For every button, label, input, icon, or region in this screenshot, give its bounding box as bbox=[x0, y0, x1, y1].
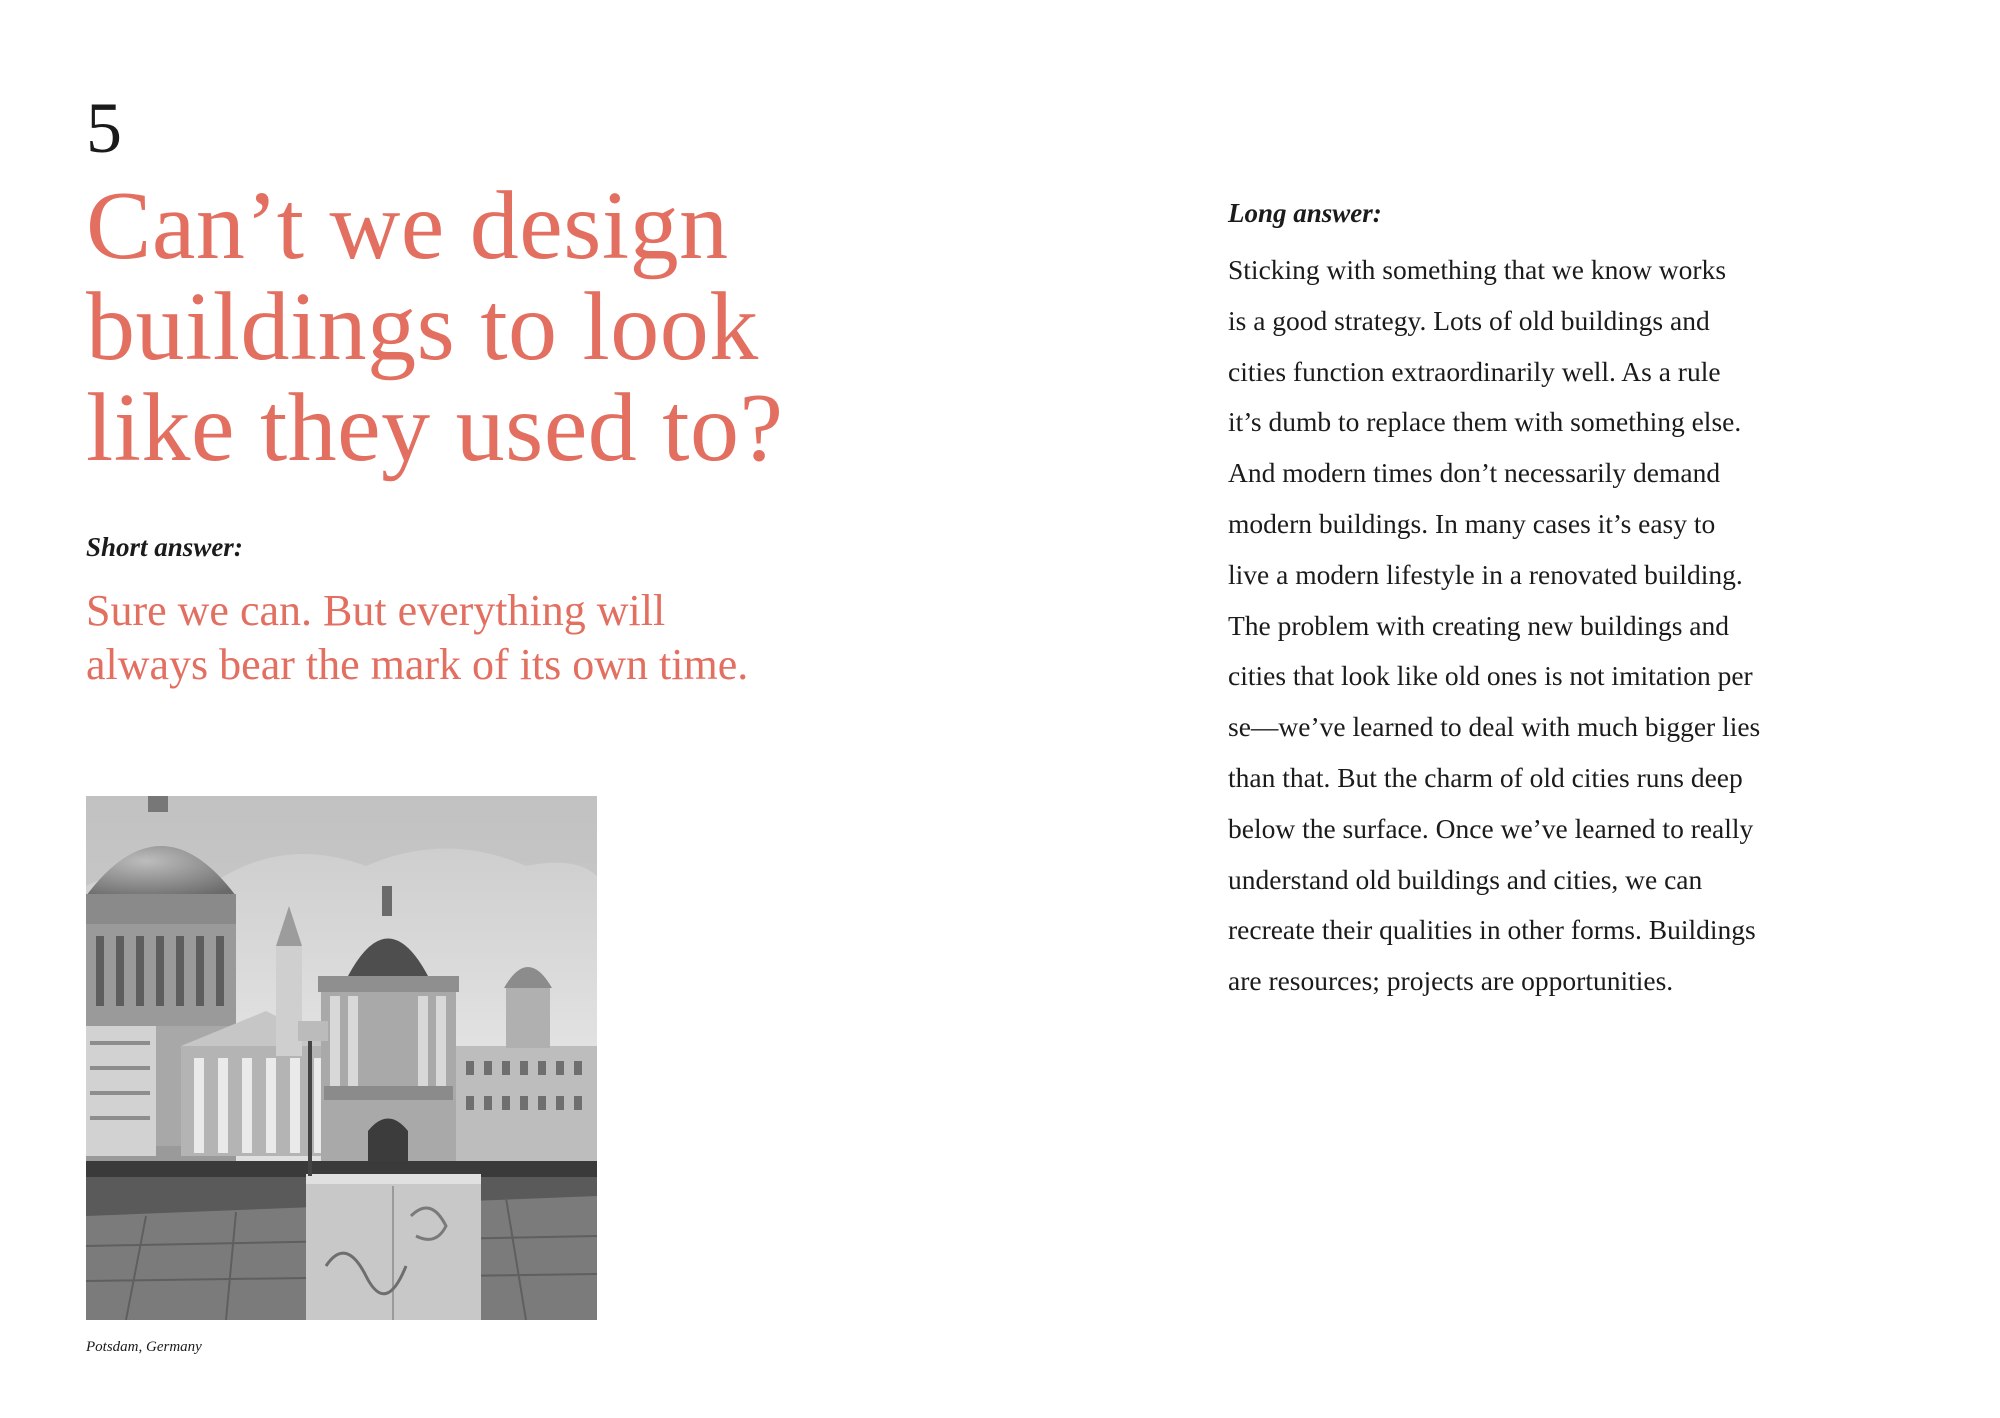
short-answer-label: Short answer: bbox=[86, 532, 243, 562]
title-line: buildings to look bbox=[86, 273, 759, 381]
title-line: Can’t we design bbox=[86, 172, 729, 280]
long-answer-line: modern buildings. In many cases it’s easy to bbox=[1228, 507, 1716, 539]
long-answer-line: se—we’ve learned to deal with much bigger lies bbox=[1228, 711, 1761, 743]
long-answer-line: Sticking with something that we know works bbox=[1228, 254, 1727, 285]
long-answer-line: And modern times don’t necessarily demand bbox=[1228, 457, 1721, 489]
long-answer-line: are resources; projects are opportunities. bbox=[1228, 965, 1674, 997]
long-answer-line: it’s dumb to replace them with something else. bbox=[1228, 406, 1742, 438]
short-answer-line: always bear the mark of its own time. bbox=[86, 640, 749, 689]
long-answer-line: than that. But the charm of old cities runs deep bbox=[1228, 761, 1743, 793]
long-answer-line: recreate their qualities in other forms. Buildings bbox=[1228, 914, 1756, 946]
short-answer-text bbox=[86, 584, 886, 692]
long-answer-line: live a modern lifestyle in a renovated building. bbox=[1228, 558, 1743, 590]
photo-potsdam bbox=[86, 796, 597, 1320]
title-line: like they used to? bbox=[86, 374, 784, 482]
chapter-number: 5 bbox=[86, 88, 122, 168]
long-answer-label: Long answer: bbox=[1228, 198, 1382, 228]
long-answer-line: cities that look like old ones is not imitation per bbox=[1228, 660, 1753, 692]
long-answer-line: cities function extraordinarily well. As a rule bbox=[1228, 355, 1721, 387]
long-answer-line: understand old buildings and cities, we can bbox=[1228, 863, 1703, 895]
long-answer-line: below the surface. Once we’ve learned to really bbox=[1228, 812, 1754, 844]
long-answer-text bbox=[1228, 245, 1948, 1007]
short-answer-line: Sure we can. But everything will bbox=[86, 586, 666, 635]
long-answer-line: is a good strategy. Lots of old buildings and bbox=[1228, 304, 1710, 336]
page-title bbox=[86, 172, 846, 482]
long-answer-line: The problem with creating new buildings and bbox=[1228, 609, 1729, 641]
photo-caption: Potsdam, Germany bbox=[86, 1339, 202, 1355]
